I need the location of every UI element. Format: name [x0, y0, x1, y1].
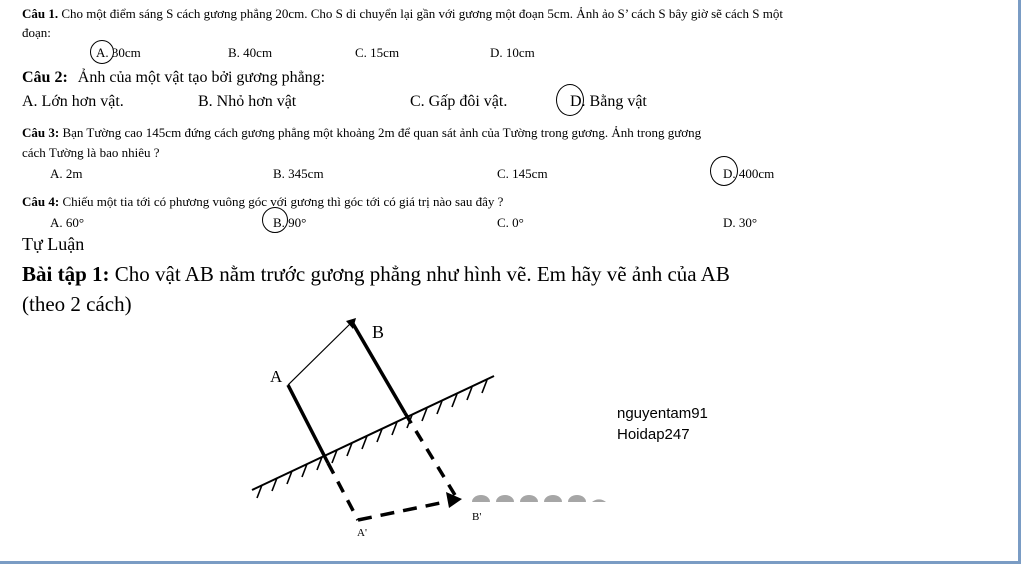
- image-ab: [358, 501, 450, 520]
- q3-option-c[interactable]: C. 145cm: [497, 166, 548, 181]
- q3-option-d[interactable]: D. 400cm: [723, 166, 775, 181]
- label-a: A: [270, 367, 283, 386]
- q3-text-cont: cách Tường là bao nhiêu ?: [22, 145, 160, 160]
- gray-arc-decoration: [472, 495, 606, 502]
- perpendicular-a-solid: [288, 385, 328, 463]
- q4-option-d[interactable]: D. 30°: [723, 215, 758, 230]
- exercise-1-label: Bài tập 1:: [22, 262, 110, 286]
- q2-option-c[interactable]: C. Gấp đôi vật.: [410, 93, 508, 110]
- watermark-username: nguyentam91: [617, 405, 708, 422]
- q4-label: Câu 4:: [22, 194, 60, 209]
- label-b-image: B': [472, 511, 482, 523]
- essay-heading: Tự Luận: [22, 234, 85, 254]
- q1-label: Câu 1.: [22, 6, 59, 21]
- q4-option-c[interactable]: C. 0°: [497, 215, 524, 230]
- label-a-image: A': [357, 527, 367, 539]
- q2-option-a[interactable]: A. Lớn hơn vật.: [22, 93, 124, 110]
- object-ab: [288, 322, 352, 385]
- q1-option-a[interactable]: A. 30cm: [96, 45, 141, 60]
- exercise-1-text: Cho vật AB nằm trước gương phẳng như hình vẽ. Em hãy vẽ ảnh của AB: [114, 262, 730, 286]
- mirror-hatching: [257, 380, 487, 498]
- mirror-line: [252, 376, 494, 490]
- q3-label: Câu 3:: [22, 125, 60, 140]
- q2-text: Ảnh của một vật tạo bởi gương phẳng:: [77, 69, 326, 86]
- q4-option-a[interactable]: A. 60°: [50, 215, 85, 230]
- q3-text: Bạn Tường cao 145cm đứng cách gương phẳng một khoảng 2m để quan sát ảnh của Tường trong gương. Ảnh trong gương: [62, 125, 702, 140]
- q1-option-c[interactable]: C. 15cm: [355, 45, 400, 60]
- perpendicular-a-dashed: [328, 463, 358, 520]
- q4-option-b[interactable]: B. 90°: [273, 215, 307, 230]
- q1-text: Cho một điểm sáng S cách gương phẳng 20cm. Cho S di chuyển lại gần với gương một đoạn 5cm. Ảnh ảo S’ cách S bây giờ sẽ cách S một: [61, 6, 783, 21]
- label-b: B: [372, 322, 385, 342]
- q4-text: Chiếu một tia tới có phương vuông góc với gương thì góc tới có giá trị nào sau đây ?: [62, 194, 504, 209]
- watermark-site: Hoidap247: [617, 426, 690, 443]
- q1-text-cont: đoạn:: [22, 25, 51, 40]
- q2-option-d[interactable]: D. Bằng vật: [570, 93, 647, 110]
- q3-option-a[interactable]: A. 2m: [50, 166, 83, 181]
- q2-option-b[interactable]: B. Nhỏ hơn vật: [198, 93, 297, 110]
- q3-option-b[interactable]: B. 345cm: [273, 166, 324, 181]
- q2-label: Câu 2:: [22, 69, 68, 86]
- q1-option-b[interactable]: B. 40cm: [228, 45, 273, 60]
- perpendicular-b-dashed: [405, 413, 458, 500]
- exercise-1-text-cont: (theo 2 cách): [22, 292, 132, 316]
- q1-option-d[interactable]: D. 10cm: [490, 45, 535, 60]
